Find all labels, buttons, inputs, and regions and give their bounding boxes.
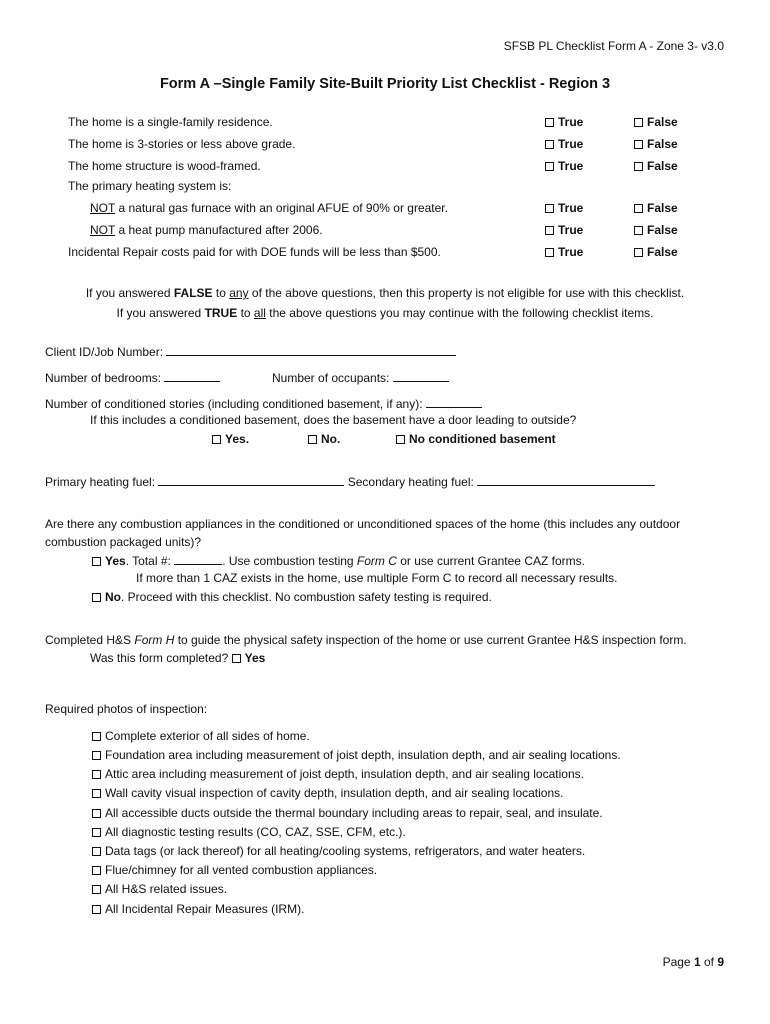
checkbox-icon[interactable] [545,248,554,257]
not-text: NOT [90,223,116,237]
option-label: False [647,201,678,215]
eligibility-notice-true: If you answered TRUE to all the above questions you may continue with the following checklist items. [116,306,654,320]
checkbox-icon[interactable] [545,118,554,127]
question-text: a natural gas furnace with an original AFUE of 90% or greater. [115,201,448,215]
false-option[interactable] [634,222,678,238]
primary-fuel-field[interactable] [158,474,344,486]
option-label: False [647,115,678,129]
total-count-field[interactable] [174,553,222,565]
true-option[interactable] [545,222,583,238]
question-stories: The home is 3-stories or less above grade. [68,137,296,151]
checkbox-icon[interactable] [92,751,101,760]
checkbox-icon[interactable] [92,770,101,779]
checkbox-icon[interactable] [92,732,101,741]
hs-question: Was this form completed? Yes [90,651,266,665]
checkbox-icon[interactable] [92,593,101,602]
checkbox-icon[interactable] [545,204,554,213]
primary-fuel-label: Primary heating fuel: [45,475,159,489]
photo-item[interactable]: All accessible ducts outside the thermal boundary including areas to repair, seal, and insulate. [92,805,603,821]
photo-item[interactable]: All Incidental Repair Measures (IRM). [92,901,304,917]
basement-question: If this includes a conditioned basement, does the basement have a door leading to outside? [90,413,577,427]
checkbox-icon[interactable] [92,809,101,818]
client-id-field[interactable] [166,344,456,356]
checkbox-icon[interactable] [634,162,643,171]
checkbox-icon[interactable] [634,118,643,127]
stories-field[interactable] [426,396,482,408]
checkbox-icon[interactable] [634,204,643,213]
hs-instruction: Completed H&S Form H to guide the physical safety inspection of the home or use current Grantee H&S inspection form. [45,633,687,647]
option-label: False [647,159,678,173]
option-label: Yes. [225,432,250,446]
combustion-question-line2: combustion packaged units)? [45,535,202,549]
question-wood-framed: The home structure is wood-framed. [68,159,261,173]
checkbox-icon[interactable] [308,435,317,444]
checkbox-icon[interactable] [92,828,101,837]
combustion-yes-option[interactable]: Yes. Total #: . Use combustion testing Form C or use current Grantee CAZ forms. [92,553,585,569]
option-label: True [558,137,584,151]
checkbox-icon[interactable] [92,789,101,798]
option-label: True [558,115,584,129]
checkbox-icon[interactable] [92,885,101,894]
photo-item[interactable]: Complete exterior of all sides of home. [92,728,310,744]
eligibility-notice-false: If you answered FALSE to any of the above questions, then this property is not eligible for use with this checklist. [85,286,685,300]
true-option[interactable] [545,114,583,130]
question-incidental-repair: Incidental Repair costs paid for with DOE funds will be less than $500. [68,245,441,259]
checkbox-icon[interactable] [634,140,643,149]
client-id-label: Client ID/Job Number: [45,345,167,359]
secondary-fuel-label: Secondary heating fuel: [344,475,478,489]
basement-no-option[interactable] [308,431,340,447]
bedrooms-row [45,370,220,386]
checkbox-icon[interactable] [92,557,101,566]
false-option[interactable] [634,158,678,174]
stories-label: Number of conditioned stories (including conditioned basement, if any): [45,397,426,411]
occupants-label: Number of occupants: [272,371,393,385]
photo-item[interactable]: All diagnostic testing results (CO, CAZ, SSE, CFM, etc.). [92,824,406,840]
checkbox-icon[interactable] [545,162,554,171]
checkbox-icon[interactable] [396,435,405,444]
true-option[interactable] [545,136,583,152]
option-label: True [558,245,584,259]
caz-note: If more than 1 CAZ exists in the home, use multiple Form C to record all necessary results. [136,571,618,585]
false-option[interactable] [634,244,678,260]
option-label: No. [321,432,341,446]
photo-item[interactable]: Foundation area including measurement of joist depth, insulation depth, and air sealing locations. [92,747,621,763]
checkbox-icon[interactable] [634,248,643,257]
secondary-fuel-field[interactable] [477,474,655,486]
form-id: SFSB PL Checklist Form A - Zone 3- v3.0 [503,39,724,53]
true-option[interactable] [545,244,583,260]
checkbox-icon[interactable] [92,905,101,914]
checkbox-icon[interactable] [92,847,101,856]
page-number: Page 1 of 9 [662,955,724,969]
question-not-gas-furnace [90,200,448,216]
client-id-row [45,344,456,360]
no-conditioned-basement-option[interactable] [396,431,556,447]
basement-yes-option[interactable] [212,431,249,447]
true-option[interactable] [545,200,583,216]
occupants-field[interactable] [393,370,449,382]
stories-row [45,396,482,412]
question-not-heat-pump [90,222,323,238]
option-label: False [647,223,678,237]
checkbox-icon[interactable] [545,226,554,235]
option-label: True [558,201,584,215]
photos-heading: Required photos of inspection: [45,702,208,716]
checkbox-icon[interactable] [634,226,643,235]
page-title: Form A –Single Family Site-Built Priority List Checklist - Region 3 [159,76,611,92]
photo-item[interactable]: Flue/chimney for all vented combustion appliances. [92,862,377,878]
false-option[interactable] [634,200,678,216]
combustion-question-line1: Are there any combustion appliances in the conditioned or unconditioned spaces of the home (this includes any outdoor [45,517,681,531]
checkbox-icon[interactable] [232,654,241,663]
option-label: False [647,137,678,151]
heating-fuel-row [45,474,655,490]
bedrooms-label: Number of bedrooms: [45,371,165,385]
true-option[interactable] [545,158,583,174]
option-label: No conditioned basement [409,432,556,446]
question-text: a heat pump manufactured after 2006. [115,223,323,237]
occupants-row [272,370,449,386]
photo-item[interactable]: Wall cavity visual inspection of cavity depth, insulation depth, and air sealing locations. [92,785,563,801]
hs-yes-option[interactable]: Yes [232,651,266,665]
photo-item[interactable]: Attic area including measurement of joist depth, insulation depth, and air sealing locations. [92,766,584,782]
false-option[interactable] [634,136,678,152]
option-label: True [558,159,584,173]
false-option[interactable] [634,114,678,130]
checkbox-icon[interactable] [92,866,101,875]
combustion-no-option[interactable]: No. Proceed with this checklist. No combustion safety testing is required. [92,589,492,605]
checkbox-icon[interactable] [545,140,554,149]
photo-item[interactable]: Data tags (or lack thereof) for all heating/cooling systems, refrigerators, and water heaters. [92,843,585,859]
option-label: False [647,245,678,259]
question-single-family: The home is a single-family residence. [68,115,273,129]
not-text: NOT [90,201,116,215]
bedrooms-field[interactable] [164,370,220,382]
photo-item[interactable]: All H&S related issues. [92,881,227,897]
checkbox-icon[interactable] [212,435,221,444]
question-heating-intro: The primary heating system is: [68,179,232,193]
option-label: True [558,223,584,237]
